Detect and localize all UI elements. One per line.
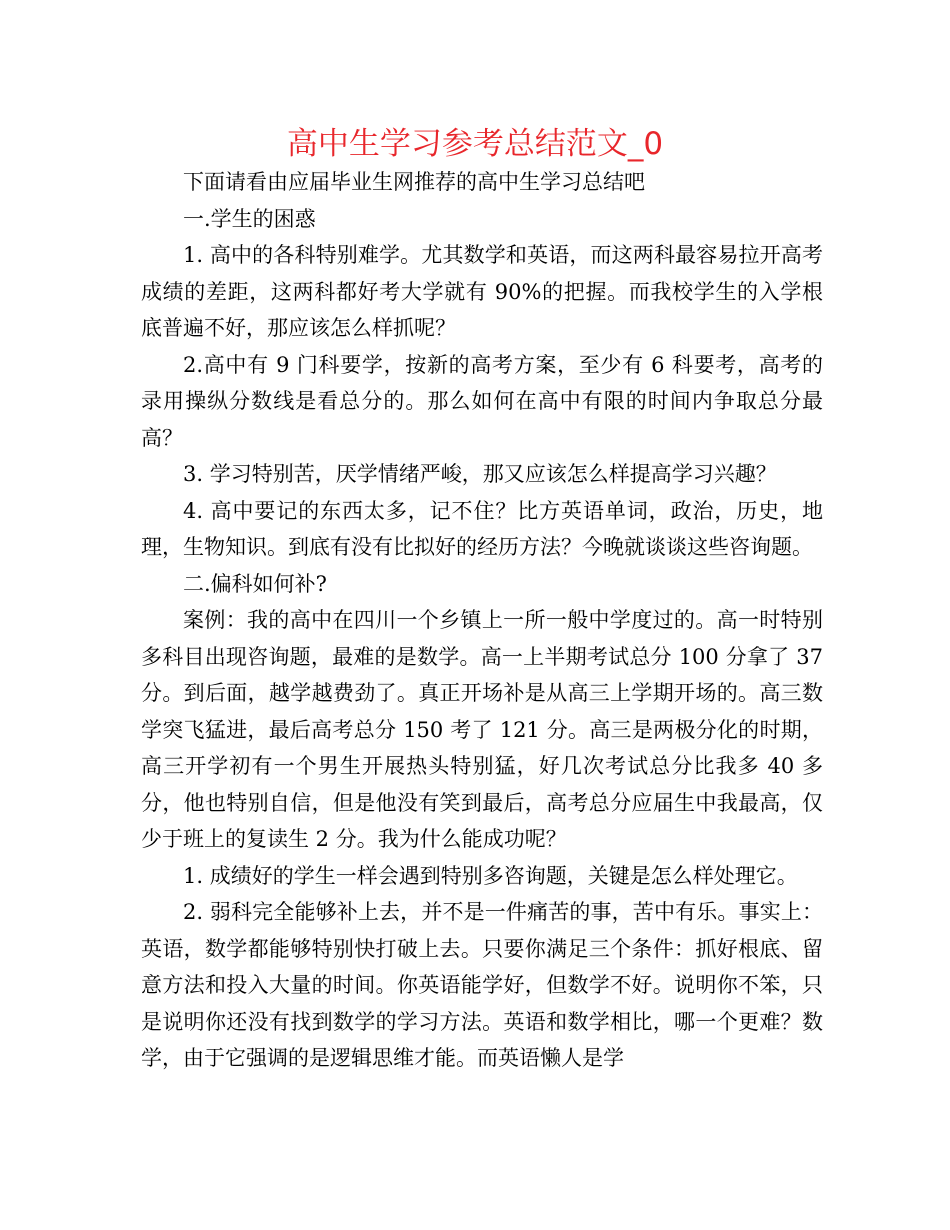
paragraph-case: 案例：我的高中在四川一个乡镇上一所一般中学度过的。高一时特别多科目出现咨询题，最难的是数学。高一上半期考试总分 100 分拿了 37 分。到后面，越学越费劲了。真正开场补是从高三上学期开场的。高三数学突飞猛进，最后高考总分 150 考了 121 分。高三是两极分化的时期，高三开学初有一个男生开展热头特别猛，好几次考试总分比我多 40 多分，他也特别自信，但是他没有笑到最后，高考总分应届生中我最高，仅少于班上的复读生 2 分。我为什么能成功呢？ [141, 608, 823, 851]
paragraph-item-2: 2.高中有 9 门科要学，按新的高考方案，至少有 6 科要考，高考的录用操纵分数线是看总分的。那么如何在高中有限的时间内争取总分最高？ [141, 352, 823, 450]
paragraph-point-2: 2. 弱科完全能够补上去，并不是一件痛苦的事，苦中有乐。事实上：英语，数学都能够特别快打破上去。只要你满足三个条件：抓好根底、留意方法和投入大量的时间。你英语能学好，但数学不好。说明你不笨，只是说明你还没有找到数学的学习方法。英语和数学相比，哪一个更难？数学，由于它强调的是逻辑思维才能。而英语懒人是学 [141, 900, 823, 1070]
document-title: 高中生学习参考总结范文_0 [286, 126, 664, 162]
paragraph-intro: 下面请看由应届毕业生网推荐的高中生学习总结吧 [183, 170, 645, 194]
paragraph-point-1: 1. 成绩好的学生一样会遇到特别多咨询题，关键是怎么样处理它。 [183, 863, 798, 888]
paragraph-item-4: 4. 高中要记的东西太多，记不住？比方英语单词，政治，历史，地理，生物知识。到底有没有比拟好的经历方法？今晚就谈谈这些咨询题。 [141, 498, 823, 559]
heading-student-confusion: 一.学生的困惑 [183, 206, 316, 231]
document-body [141, 164, 823, 1077]
heading-weak-subjects: 二.偏科如何补? [183, 571, 327, 596]
paragraph-item-3: 3. 学习特别苦，厌学情绪严峻，那又应该怎么样提高学习兴趣？ [183, 462, 777, 486]
paragraph-item-1: 1. 高中的各科特别难学。尤其数学和英语，而这两科最容易拉开高考成绩的差距，这两科都好考大学就有 90%的把握。而我校学生的入学根底普遍不好，那应该怎么样抓呢？ [141, 243, 823, 340]
